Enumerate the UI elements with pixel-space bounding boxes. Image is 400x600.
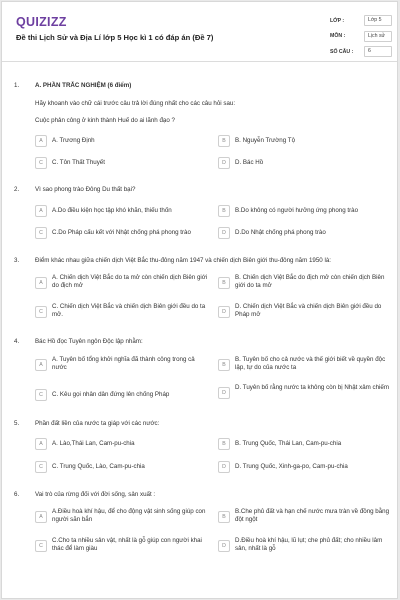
worksheet-header [2,2,397,62]
question-number: 2. [14,186,20,193]
meta-fields [330,13,392,60]
option-letter: A [35,438,47,450]
option-text: A. Chiến dịch Việt Bắc do ta mở còn chiến dịch Biên giới do địch mở [52,274,208,289]
option-letter: D [218,387,230,399]
class-field[interactable]: Lớp 5 [364,15,392,26]
option-d[interactable] [218,227,393,239]
option-letter: B [218,135,230,147]
option-c[interactable] [35,461,210,473]
option-text: C.Cho ta nhiều sản vật, nhất là gỗ giúp con người khai thác để làm giàu [52,537,202,552]
question-text: Cuộc phản công ở kinh thành Huế do ai lãnh đạo ? [35,117,175,124]
option-letter: B [218,511,230,523]
option-letter: C [35,540,47,552]
subject-field[interactable]: Lịch sử [364,31,392,42]
section-heading: A. PHẦN TRẮC NGHIỆM (6 điểm) [35,82,132,89]
option-d[interactable] [218,303,393,319]
option-text: A.Điều hoà khí hậu, để cho động vật sinh sống giúp con người săn bắn [52,508,206,523]
page-title: Đề thi Lịch Sử và Địa Lí lớp 5 Học kì 1 có đáp án (Đề 7) [16,33,214,42]
option-letter: B [218,438,230,450]
option-d[interactable] [218,384,393,399]
instruction-text: Hãy khoanh vào chữ cái trước câu trả lời đúng nhất cho các câu hỏi sau: [35,100,236,107]
option-a[interactable] [35,356,210,372]
option-letter: A [35,205,47,217]
question-text: Vai trò của rừng đối với đời sống, sản xuất : [35,491,156,498]
option-letter: B [218,205,230,217]
option-text: B.Che phủ đất và hạn chế nước mưa tràn về đồng bằng đột ngột [235,508,390,523]
subject-label: MÔN : [330,33,346,40]
option-letter: D [218,461,230,473]
option-text: D. Tuyên bố rằng nước ta không còn bị Nhật xâm chiếm [235,384,390,391]
option-text: D. Chiến dịch Việt Bắc và chiến dịch Biên giới đều do Pháp mở [235,303,382,318]
option-a[interactable] [35,274,210,290]
option-text: A. Tuyên bố tổng khởi nghĩa đã thành công trong cả nước [52,356,195,371]
option-a[interactable] [35,508,210,524]
class-label: LỚP : [330,17,345,24]
option-text: B. Nguyễn Trường Tộ [235,137,296,144]
question-number: 6. [14,491,20,498]
option-letter: A [35,359,47,371]
option-b[interactable] [218,438,393,450]
question-text: Vì sao phong trào Đông Du thất bại? [35,186,136,193]
option-letter: D [218,157,230,169]
option-letter: C [35,227,47,239]
option-c[interactable] [35,227,210,239]
option-b[interactable] [218,274,393,290]
option-letter: D [218,540,230,552]
question-text: Phần đất liền của nước ta giáp với các nước: [35,420,160,427]
option-b[interactable] [218,356,393,372]
option-letter: C [35,157,47,169]
option-c[interactable] [35,389,210,401]
option-text: D. Bác Hồ [235,159,264,166]
question-number: 1. [14,82,20,89]
option-b[interactable] [218,508,393,524]
option-text: A. Lào,Thái Lan, Cam-pu-chia [52,440,135,447]
option-text: B. Tuyên bố cho cả nước và thế giới biết về quyền độc lập, tự do của nước ta [235,356,386,371]
option-c[interactable] [35,537,210,553]
option-text: A.Do điều kiện học tập khó khăn, thiếu thốn [52,207,172,214]
option-text: C. Kêu gọi nhân dân đứng lên chống Pháp [52,391,170,398]
question-number: 3. [14,257,20,264]
option-b[interactable] [218,135,393,147]
question-text: Bác Hồ đọc Tuyên ngôn Độc lập nhằm: [35,338,143,345]
option-text: B. Chiến dịch Việt Bắc do địch mở còn chiến dịch Biên giới do ta mở [235,274,385,289]
option-text: D.Do Nhật chống phá phong trào [235,229,326,236]
question-number: 4. [14,338,20,345]
option-letter: B [218,359,230,371]
option-text: B.Do không có người hưởng ứng phong trào [235,207,359,214]
option-letter: A [35,135,47,147]
question-count-label: SỐ CÂU : [330,48,354,55]
option-letter: D [218,227,230,239]
option-text: C. Tôn Thất Thuyết [52,159,105,166]
option-letter: A [35,511,47,523]
option-d[interactable] [218,157,393,169]
question-number: 5. [14,420,20,427]
count-row [330,44,392,60]
option-c[interactable] [35,157,210,169]
option-c[interactable] [35,303,210,319]
option-text: C.Do Pháp cấu kết với Nhật chống phá phong trào [52,229,191,236]
option-text: D. Trung Quốc, Xinh-ga-po, Cam-pu-chia [235,463,348,470]
option-letter: C [35,389,47,401]
option-text: C. Trung Quốc, Lào, Cam-pu-chia [52,463,145,470]
option-letter: C [35,461,47,473]
quizizz-logo: QUIZIZZ [16,15,67,29]
subject-row [330,29,392,45]
option-d[interactable] [218,537,393,553]
option-letter: D [218,306,230,318]
class-row [330,13,392,29]
option-text: A. Trương Định [52,137,95,144]
option-a[interactable] [35,135,210,147]
option-text: C. Chiến dịch Việt Bắc và chiến dịch Biên giới đều do ta mở. [52,303,206,318]
question-count-field[interactable]: 6 [364,46,392,57]
option-letter: B [218,277,230,289]
option-text: B. Trung Quốc, Thái Lan, Cam-pu-chia [235,440,342,447]
option-letter: C [35,306,47,318]
option-text: D.Điều hoà khí hậu, lũ lụt; che phủ đất; cho nhiều lâm sản, nhất là gỗ [235,537,383,552]
option-d[interactable] [218,461,393,473]
worksheet-page [1,1,398,599]
option-letter: A [35,277,47,289]
option-a[interactable] [35,205,210,217]
option-b[interactable] [218,205,393,217]
question-text: Điểm khác nhau giữa chiến dịch Việt Bắc thu-đông năm 1947 và chiến dịch Biên giới thu-đông năm 1950 là: [35,257,331,264]
option-a[interactable] [35,438,210,450]
